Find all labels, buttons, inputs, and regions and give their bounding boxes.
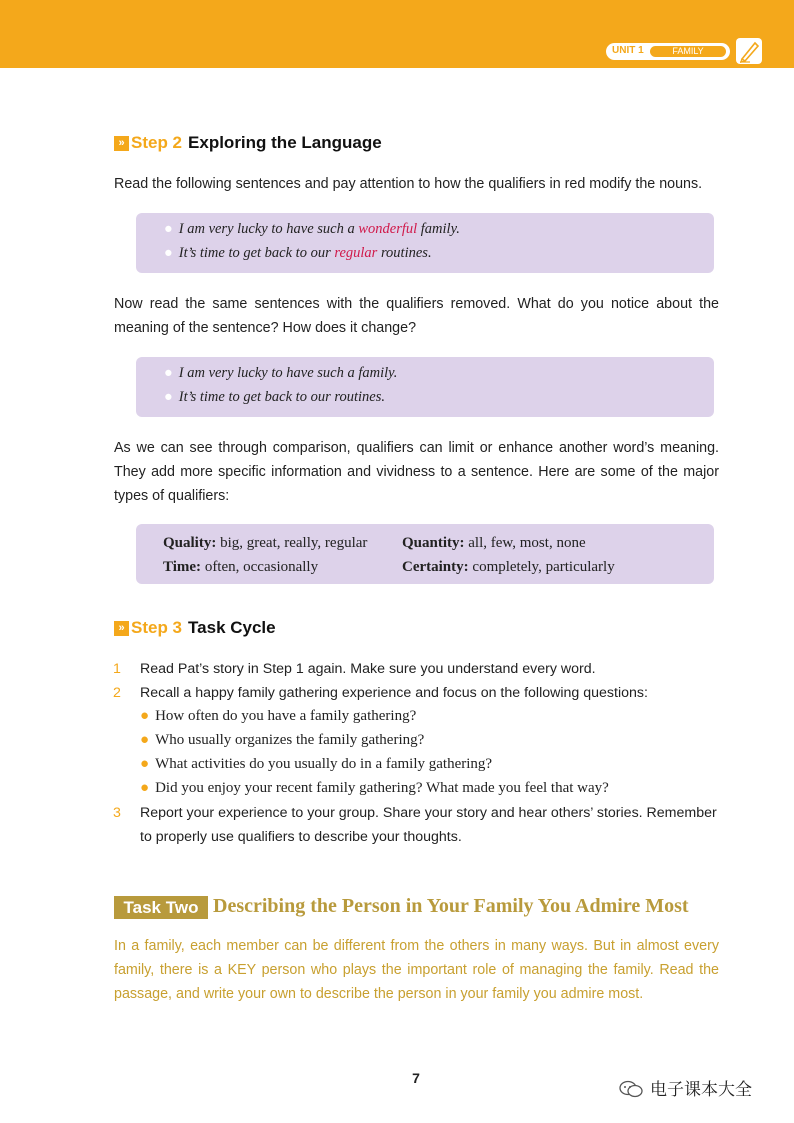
example-box-2	[136, 357, 714, 417]
pen-icon	[736, 38, 762, 64]
wechat-icon	[618, 1079, 644, 1099]
step3-title: Task Cycle	[188, 618, 276, 637]
task-item-1: Read Pat’s story in Step 1 again. Make sure you understand every word.	[140, 661, 596, 677]
example-sentence-1: ● I am very lucky to have such a wonderful family.	[164, 221, 460, 237]
step2-paragraph-2: Now read the same sentences with the qualifiers removed. What do you notice about the meaning of the sentence? How does it change?	[114, 296, 719, 336]
question-1: ● How often do you have a family gathering?	[140, 708, 417, 724]
task-two-tag: Task Two	[114, 896, 208, 919]
task-number-3: 3	[113, 805, 121, 821]
task-two-title: Describing the Person in Your Family You Admire Most	[213, 895, 689, 917]
qualifier-types-box	[136, 524, 714, 584]
watermark: 电子课本大全	[618, 1075, 752, 1100]
unit-name: FAMILY	[650, 46, 726, 57]
qualifier-red: wonderful	[358, 221, 418, 237]
bullet-icon: ●	[140, 756, 150, 772]
time-row: Time: often, occasionally	[163, 559, 319, 575]
step2-intro: Read the following sentences and pay attention to how the qualifiers in red modify the nouns.	[114, 176, 703, 192]
bullet-icon: ●	[164, 221, 173, 237]
task-two-paragraph: In a family, each member can be different from the others in many ways. But in almost every family, there is a KEY person who plays the important role of managing the family. Read the passage, and write your own to describe the person in your family you admire most.	[114, 938, 719, 1002]
bullet-icon: ●	[164, 389, 173, 405]
double-chevron-icon: »	[114, 621, 129, 636]
double-chevron-icon: »	[114, 136, 129, 151]
question-2: ● Who usually organizes the family gathering?	[140, 732, 425, 748]
quantity-row: Quantity: all, few, most, none	[402, 535, 586, 551]
bullet-icon: ●	[164, 365, 173, 381]
step3-heading	[114, 618, 276, 638]
example-box-1	[136, 213, 714, 273]
page-number: 7	[412, 1070, 420, 1086]
step3-label: Step 3	[131, 618, 183, 637]
unit-label: UNIT 1	[612, 45, 644, 56]
plain-sentence-1: ● I am very lucky to have such a family.	[164, 365, 398, 381]
step2-title: Exploring the Language	[188, 133, 382, 152]
certainty-row: Certainty: completely, particularly	[402, 559, 615, 575]
question-3: ● What activities do you usually do in a family gathering?	[140, 756, 493, 772]
plain-sentence-2: ● It’s time to get back to our routines.	[164, 389, 385, 405]
bullet-icon: ●	[164, 245, 173, 261]
example-sentence-2: ● It’s time to get back to our regular routines.	[164, 245, 432, 261]
step2-label: Step 2	[131, 133, 183, 152]
step2-heading	[114, 133, 382, 153]
task-item-3: Report your experience to your group. Share your story and hear others’ stories. Remember to properly use qualifiers to describe your thoughts.	[140, 805, 717, 845]
bullet-icon: ●	[140, 780, 150, 796]
qualifier-red: regular	[334, 245, 378, 261]
bullet-icon: ●	[140, 708, 150, 724]
task-number-2: 2	[113, 685, 121, 701]
bullet-icon: ●	[140, 732, 150, 748]
task-item-2: Recall a happy family gathering experience and focus on the following questions:	[140, 685, 648, 701]
quality-row: Quality: big, great, really, regular	[163, 535, 368, 551]
step2-paragraph-3: As we can see through comparison, qualifiers can limit or enhance another word’s meaning. They add more specific information and vividness to a sentence. Here are some of the major types of qualifiers:	[114, 440, 719, 504]
question-4: ● Did you enjoy your recent family gathering? What made you feel that way?	[140, 780, 609, 796]
task-number-1: 1	[113, 661, 121, 677]
